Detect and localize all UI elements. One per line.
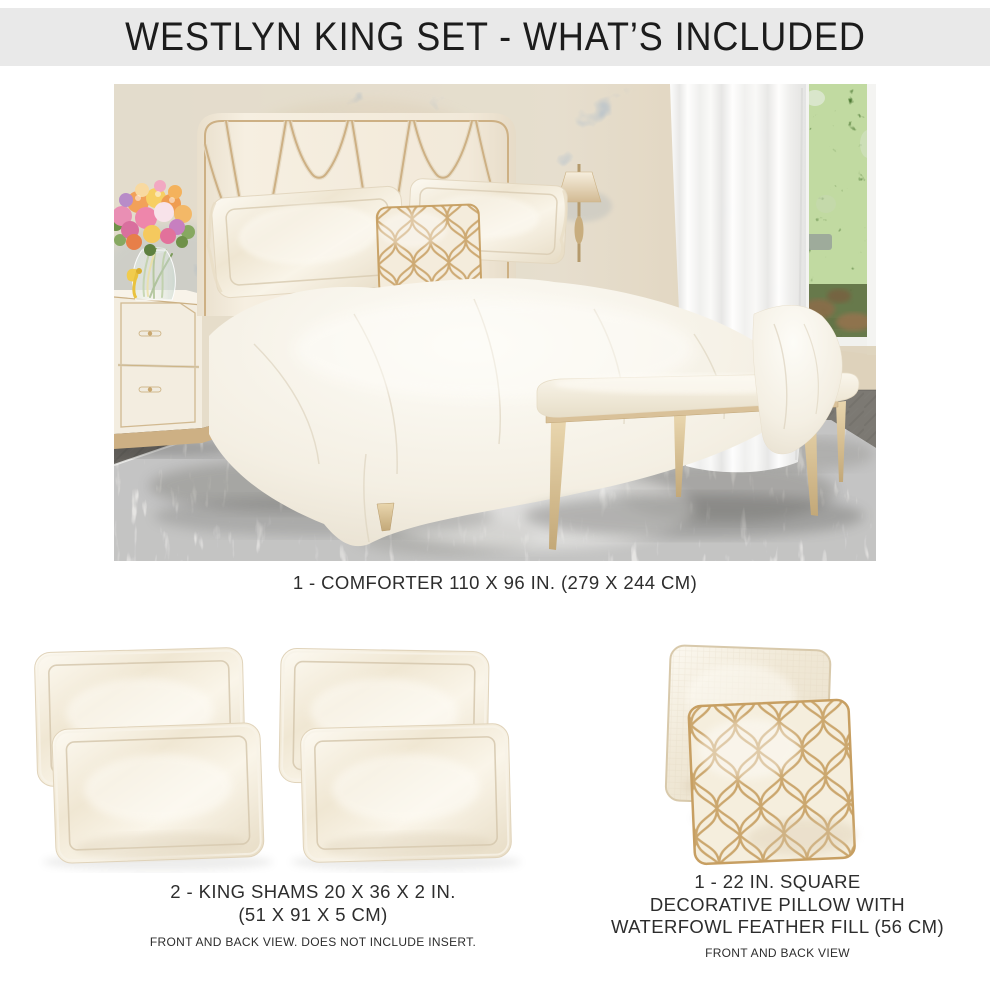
shams-caption-line1: 2 - KING SHAMS 20 X 36 X 2 IN. xyxy=(170,881,456,902)
comforter-caption xyxy=(114,572,876,595)
drawer-knob xyxy=(139,331,161,336)
pillow-caption-line1: 1 - 22 IN. SQUARE xyxy=(694,871,861,892)
comforter-photo xyxy=(114,84,876,561)
decorative-pillow-graphic xyxy=(650,638,885,878)
king-shams-image xyxy=(28,640,528,880)
shams-caption-line2: (51 X 91 X 5 CM) xyxy=(238,903,388,925)
king-shams-graphic xyxy=(28,640,528,880)
bedroom-scene xyxy=(114,84,876,561)
drawer-knob xyxy=(139,387,161,392)
shams-caption xyxy=(63,881,563,949)
title-banner xyxy=(0,8,990,66)
comforter-caption-text: 1 - COMFORTER 110 X 96 IN. (279 X 244 CM) xyxy=(292,572,698,593)
decorative-pillow-caption xyxy=(605,871,950,960)
decorative-pillow-front xyxy=(688,699,858,864)
pillow-caption-note: FRONT AND BACK VIEW xyxy=(705,945,850,960)
pillow-caption-line3: WATERFOWL FEATHER FILL (56 CM) xyxy=(610,916,945,937)
king-sham-front-left xyxy=(52,722,265,863)
king-sham-front-right xyxy=(300,723,511,862)
page-title: WESTLYN KING SET - WHAT’S INCLUDED xyxy=(124,14,866,59)
pillow-caption-line2: DECORATIVE PILLOW WITH xyxy=(649,893,906,915)
shams-caption-note: FRONT AND BACK VIEW. DOES NOT INCLUDE INSERT. xyxy=(149,935,477,949)
decorative-pillow-image xyxy=(650,638,885,878)
